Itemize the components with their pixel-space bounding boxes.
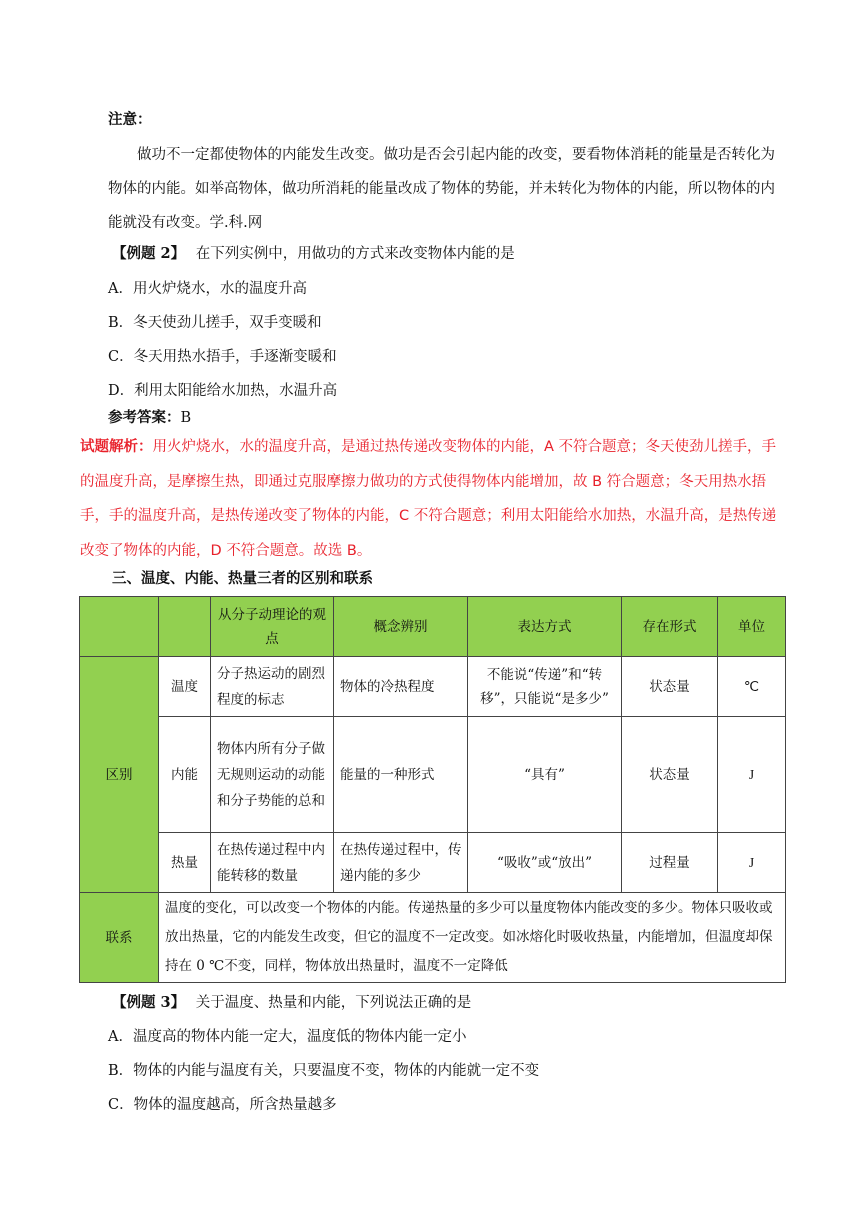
header-view: 从分子动理论的观点 [211, 597, 334, 657]
row-name: 内能 [159, 717, 211, 833]
example2-analysis [80, 430, 790, 568]
example3-tag: 【例题 3】 [112, 994, 186, 1011]
comparison-table [79, 596, 786, 983]
table-row [80, 717, 786, 833]
example2-option-d: D．利用太阳能给水加热，水温升高 [108, 383, 338, 399]
row-unit: J [718, 833, 786, 893]
row-concept: 物体的冷热程度 [334, 657, 468, 717]
row-concept: 在热传递过程中，传递内能的多少 [334, 833, 468, 893]
header-empty-cell [80, 597, 159, 657]
section3-heading: 三、温度、内能、热量三者的区别和联系 [112, 570, 373, 587]
note-title: 注意： [108, 111, 152, 128]
example3-question-text: 关于温度、热量和内能，下列说法正确的是 [195, 995, 472, 1011]
row-view: 在热传递过程中内能转移的数量 [211, 833, 334, 893]
row-form: 状态量 [622, 717, 718, 833]
example2-answer [108, 408, 784, 428]
row-view: 物体内所有分子做无规则运动的动能和分子势能的总和 [211, 717, 334, 833]
header-form: 存在形式 [622, 597, 718, 657]
table-header-row [80, 597, 786, 657]
link-text: 温度的变化，可以改变一个物体的内能。传递热量的多少可以量度物体内能改变的多少。物体只吸收或放出热量，它的内能发生改变，但它的温度不一定改变。如冰熔化时吸收热量，内能增加，但温度却保持在 0 ℃不变，同样，物体放出热量时，温度不一定降低 [159, 893, 786, 983]
example2-question [112, 244, 788, 264]
example2-option-b: B．冬天使劲儿搓手，双手变暖和 [108, 315, 322, 331]
row-form: 过程量 [622, 833, 718, 893]
example2-option-a: A．用火炉烧水，水的温度升高 [108, 281, 307, 297]
group-label: 区别 [80, 657, 159, 893]
example3-option-b: B．物体的内能与温度有关，只要温度不变，物体的内能就一定不变 [108, 1063, 540, 1079]
note-body: 做功不一定都使物体的内能发生改变。做功是否会引起内能的改变，要看物体消耗的能量是否转化为物体的内能。如举高物体，做功所消耗的能量改成了物体的势能，并未转化为物体的内能，所以物体的内能就没有改变。学.科.网 [108, 147, 775, 231]
table-link-row [80, 893, 786, 983]
example2-tag: 【例题 2】 [112, 245, 186, 262]
row-view: 分子热运动的剧烈程度的标志 [211, 657, 334, 717]
link-label: 联系 [80, 893, 159, 983]
example3-question [112, 993, 788, 1013]
header-unit: 单位 [718, 597, 786, 657]
table-row [80, 833, 786, 893]
row-expression: “具有” [468, 717, 622, 833]
row-concept: 能量的一种形式 [334, 717, 468, 833]
row-unit: J [718, 717, 786, 833]
header-empty-cell [159, 597, 211, 657]
analysis-label: 试题解析： [80, 439, 153, 455]
row-name: 热量 [159, 833, 211, 893]
example3-option-a: A．温度高的物体内能一定大，温度低的物体内能一定小 [108, 1029, 467, 1045]
example2-option-c: C．冬天用热水捂手，手逐渐变暖和 [108, 349, 337, 365]
example2-question-text: 在下列实例中，用做功的方式来改变物体内能的是 [195, 246, 515, 262]
row-name: 温度 [159, 657, 211, 717]
answer-label: 参考答案： [108, 409, 181, 426]
header-expression: 表达方式 [468, 597, 622, 657]
table-row [80, 657, 786, 717]
row-form: 状态量 [622, 657, 718, 717]
answer-value: B [180, 410, 192, 426]
row-expression: 不能说“传递”和“转移”，只能说“是多少” [468, 657, 622, 717]
header-concept: 概念辨别 [334, 597, 468, 657]
analysis-text: 用火炉烧水，水的温度升高，是通过热传递改变物体的内能，A 不符合题意；冬天使劲儿搓手，手的温度升高，是摩擦生热，即通过克服摩擦力做功的方式使得物体内能增加，故 B 符合题意；冬天用热水捂手，手的温度升高，是热传递改变了物体的内能，C 不符合题意；利用太阳能给水加热，水温升高，是热传递改变了物体的内能，D 不符合题意。故选 B。 [80, 439, 777, 559]
example3-option-c: C．物体的温度越高，所含热量越多 [108, 1097, 337, 1113]
row-expression: “吸收”或“放出” [468, 833, 622, 893]
row-unit: ℃ [718, 657, 786, 717]
